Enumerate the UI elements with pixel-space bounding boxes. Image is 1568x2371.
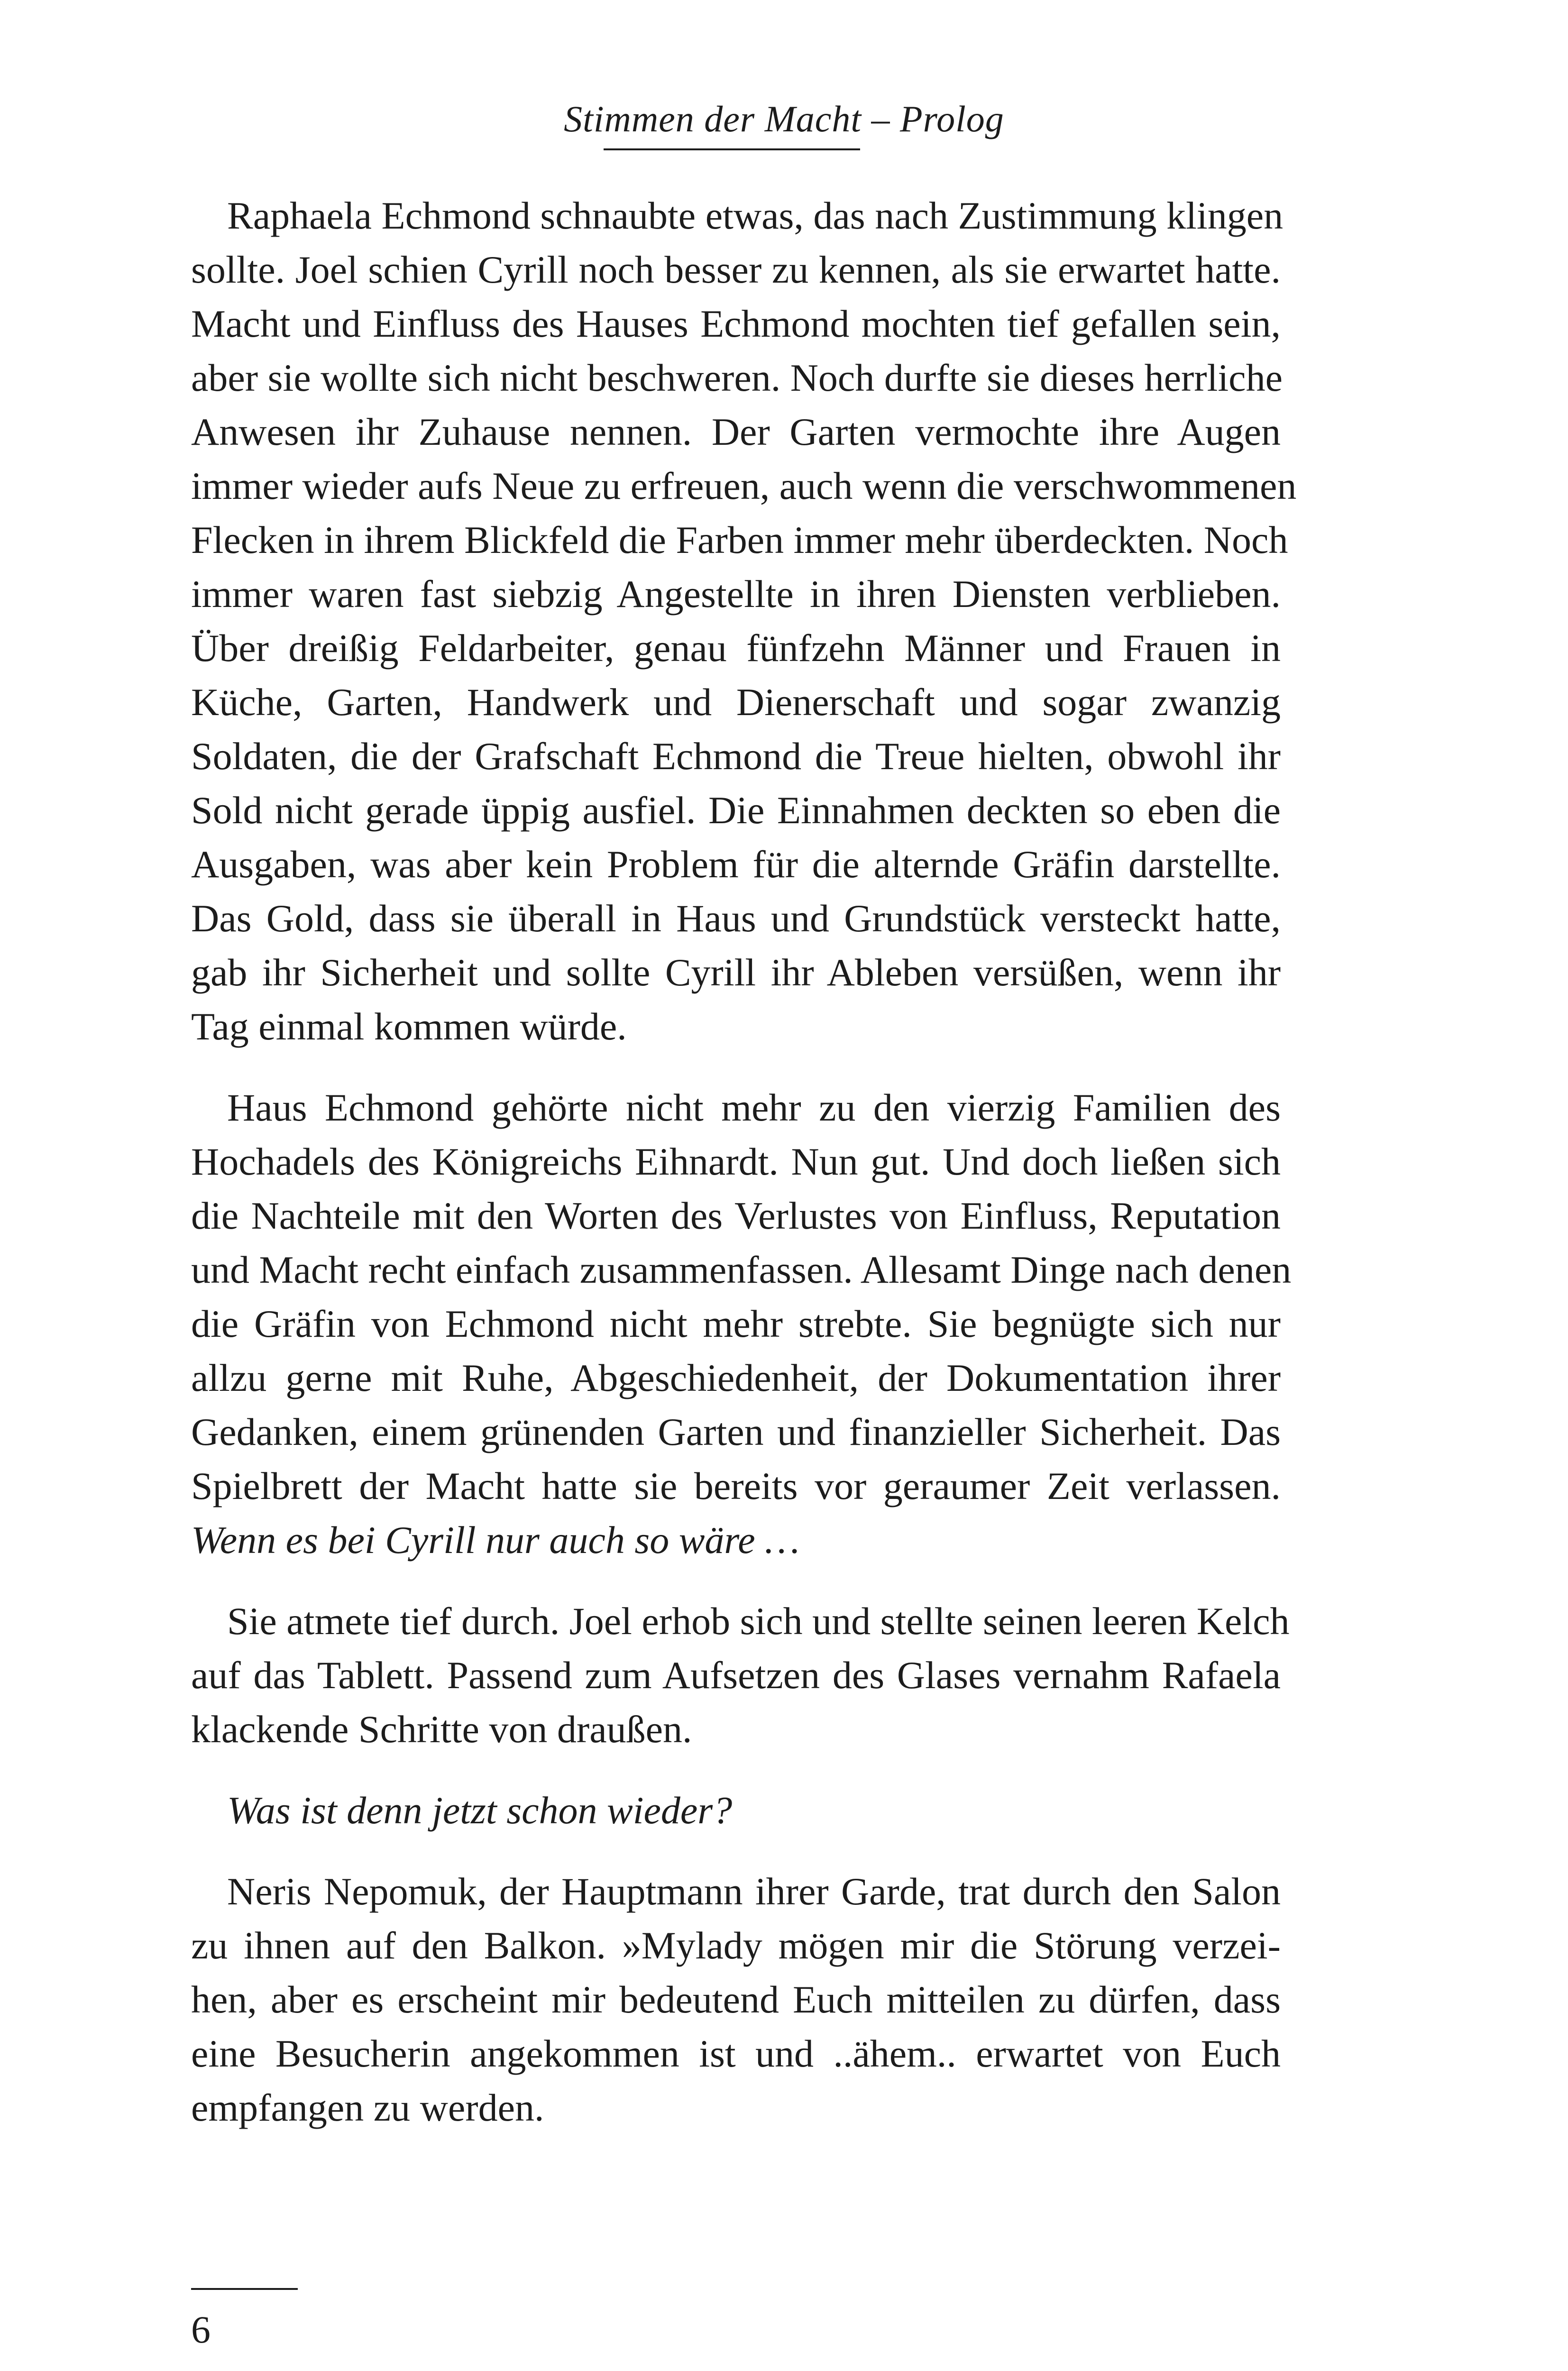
running-header: Stimmen der Macht – Prolog [564, 98, 1004, 139]
text-line: Spielbrett der Macht hatte sie bereits vor geraumer Zeit verlassen. [191, 1464, 1281, 1507]
paragraph-1 [191, 189, 1297, 1054]
text-line: zu ihnen auf den Balkon. »Mylady mögen mir die Störung verzei- [191, 1924, 1281, 1967]
text-line: allzu gerne mit Ruhe, Abgeschiedenheit, der Dokumentation ihrer [191, 1356, 1281, 1399]
text-line: Anwesen ihr Zuhause nennen. Der Garten vermochte ihre Augen [191, 410, 1281, 453]
paragraph-2 [191, 1081, 1292, 1567]
italic-thought-line: Was ist denn jetzt schon wieder? [227, 1789, 733, 1832]
text-line: Tag einmal kommen würde. [191, 1005, 627, 1048]
footer-rule [191, 2288, 298, 2290]
text-line: Küche, Garten, Handwerk und Dienerschaft und sogar zwanzig [191, 680, 1281, 724]
text-line: die Gräfin von Echmond nicht mehr strebte. Sie begnügte sich nur [191, 1302, 1281, 1345]
body-text [191, 189, 1297, 2135]
text-line: klackende Schritte von draußen. [191, 1708, 692, 1751]
text-line: gab ihr Sicherheit und sollte Cyrill ihr Ableben versüßen, wenn ihr [191, 951, 1281, 994]
text-line: sollte. Joel schien Cyrill noch besser zu kennen, als sie erwartet hatte. [191, 248, 1281, 291]
text-line: Flecken in ihrem Blickfeld die Farben immer mehr überdeckten. Noch [191, 518, 1288, 561]
text-line: Sold nicht gerade üppig ausfiel. Die Einnahmen deckten so eben die [191, 789, 1281, 832]
paragraph-5 [191, 1865, 1281, 2135]
text-line: Über dreißig Feldarbeiter, genau fünfzehn Männer und Frauen in [191, 626, 1281, 670]
text-line: auf das Tablett. Passend zum Aufsetzen des Glases vernahm Rafaela [191, 1654, 1281, 1697]
text-line: Raphaela Echmond schnaubte etwas, das nach Zustimmung klingen [227, 194, 1284, 237]
paragraph-4-thought [191, 1783, 1281, 1838]
text-line: eine Besucherin angekommen ist und ..ähem.. erwartet von Euch [191, 2032, 1281, 2075]
text-line: Haus Echmond gehörte nicht mehr zu den vierzig Familien des [227, 1086, 1281, 1129]
text-line: hen, aber es erscheint mir bedeutend Euch mitteilen zu dürfen, dass [191, 1978, 1281, 2021]
text-line: Neris Nepomuk, der Hauptmann ihrer Garde, trat durch den Salon [227, 1870, 1281, 1913]
text-line: und Macht recht einfach zusammenfassen. Allesamt Dinge nach denen [191, 1248, 1292, 1291]
text-line: empfangen zu werden. [191, 2086, 544, 2129]
paragraph-3 [191, 1594, 1290, 1756]
text-line: Gedanken, einem grünenden Garten und finanzieller Sicherheit. Das [191, 1410, 1281, 1453]
text-line: Macht und Einfluss des Hauses Echmond mochten tief gefallen sein, [191, 302, 1281, 345]
text-line: Hochadels des Königreichs Eihnardt. Nun gut. Und doch ließen sich [191, 1140, 1281, 1183]
text-line: Das Gold, dass sie überall in Haus und Grundstück versteckt hatte, [191, 897, 1281, 940]
text-line: die Nachteile mit den Worten des Verlustes von Einfluss, Reputation [191, 1194, 1281, 1237]
text-line: Ausgaben, was aber kein Problem für die alternde Gräfin darstellte. [191, 843, 1281, 886]
italic-thought-line: Wenn es bei Cyrill nur auch so wäre … [191, 1518, 800, 1562]
text-line: immer waren fast siebzig Angestellte in ihren Diensten verblieben. [191, 572, 1281, 616]
text-line: immer wieder aufs Neue zu erfreuen, auch wenn die verschwommenen [191, 464, 1297, 507]
header-rule [604, 148, 860, 150]
page-number: 6 [191, 2308, 211, 2351]
text-line: Sie atmete tief durch. Joel erhob sich und stellte seinen leeren Kelch [227, 1599, 1290, 1643]
text-line: Soldaten, die der Grafschaft Echmond die Treue hielten, obwohl ihr [191, 735, 1281, 778]
text-line: aber sie wollte sich nicht beschweren. Noch durfte sie dieses herrliche [191, 356, 1283, 399]
